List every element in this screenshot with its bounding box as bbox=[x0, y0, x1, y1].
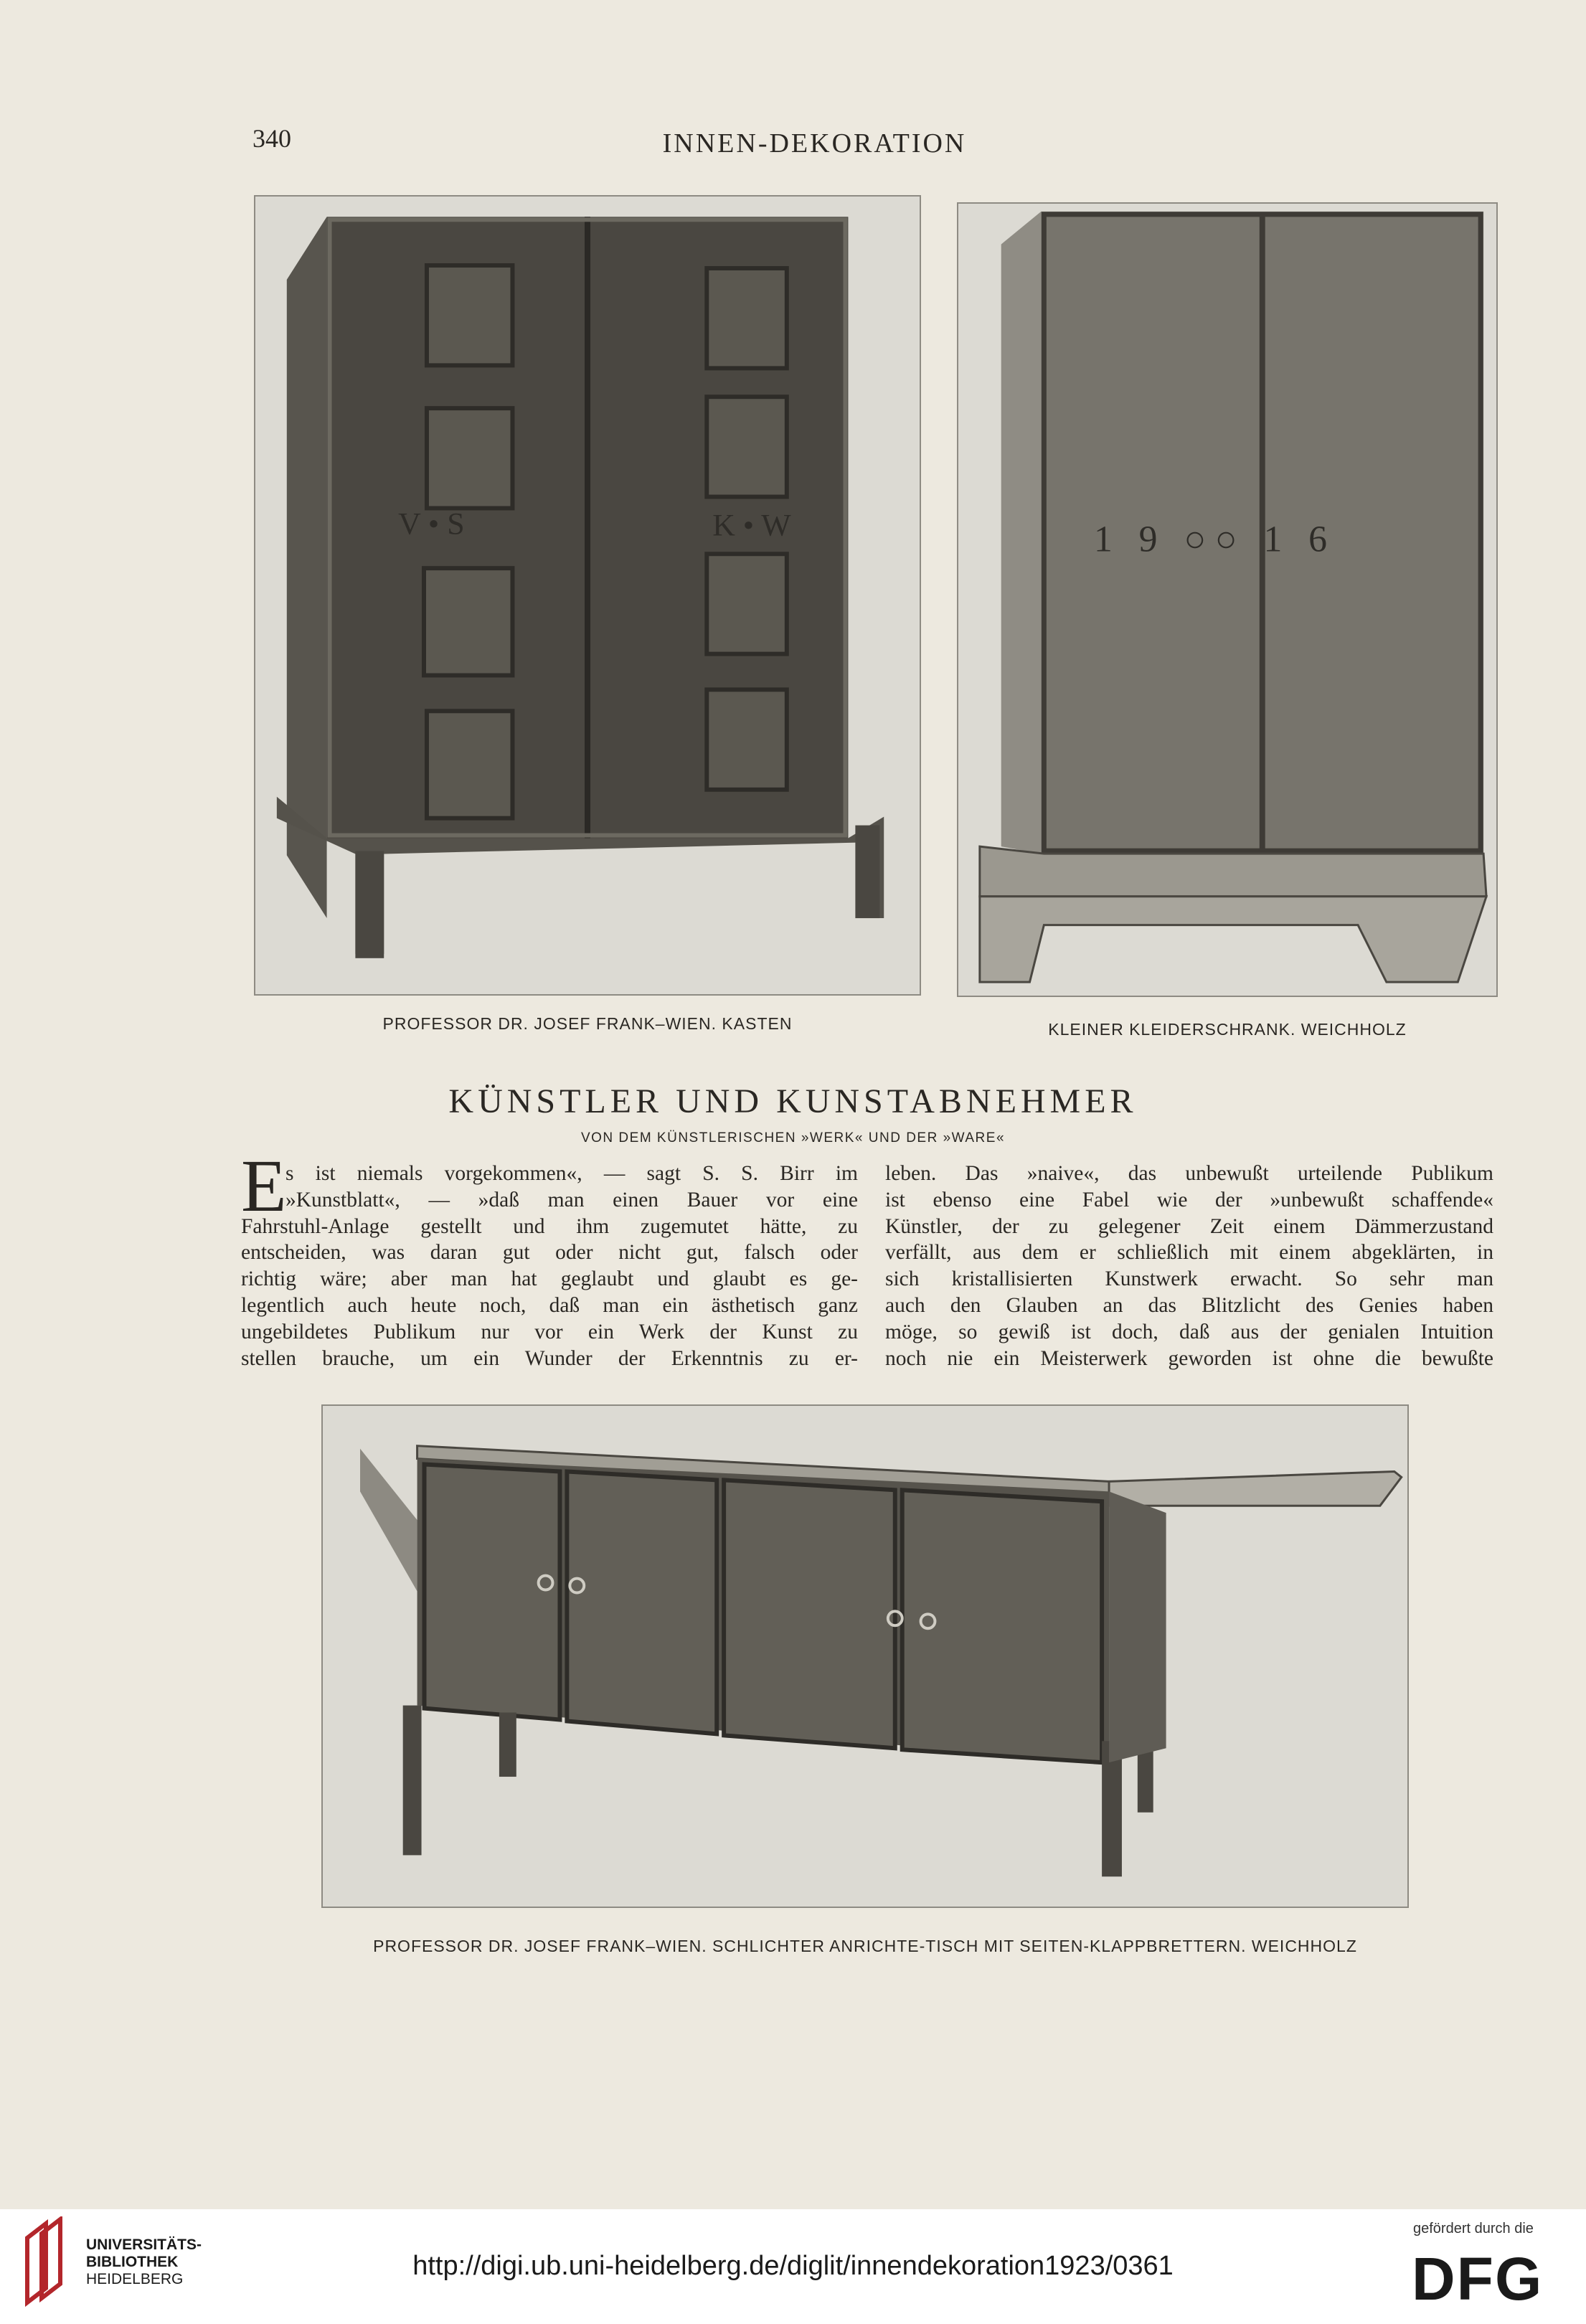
article-subtitle: VON DEM KÜNSTLERISCHEN »WERK« UND DER »WARE« bbox=[580, 1130, 1006, 1146]
text-line: ist ebenso eine Fabel wie der »unbewußt schaffende« bbox=[885, 1188, 1493, 1211]
text-line: möge, so gewiß ist doch, daß aus der genialen Intuition bbox=[885, 1320, 1493, 1343]
page-number: 340 bbox=[252, 124, 291, 153]
text-line: s ist niemals vorgekommen«, — sagt S. S. Birr im bbox=[285, 1162, 858, 1185]
text-line: ungebildetes Publikum nur vor ein Werk der Kunst zu bbox=[241, 1320, 858, 1343]
figure-anrichte-tisch bbox=[321, 1404, 1409, 1908]
text-line: Fahrstuhl-Anlage gestellt und ihm zugemutet hätte, zu bbox=[241, 1214, 858, 1238]
text-line: legentlich auch heute noch, daß man ein ästhetisch ganz bbox=[241, 1293, 858, 1317]
caption-anrichte-tisch: PROFESSOR DR. JOSEF FRANK–WIEN. SCHLICHTER ANRICHTE-TISCH MIT SEITEN-KLAPPBRETTERN. WEICHHOLZ bbox=[373, 1937, 1357, 1955]
inscription-1916: 1 9 ○○ 1 6 bbox=[1093, 519, 1336, 560]
library-name-line: UNIVERSITÄTS- bbox=[86, 2236, 202, 2253]
drop-cap: E bbox=[241, 1145, 287, 1227]
article-title: KÜNSTLER UND KUNSTABNEHMER bbox=[448, 1082, 1138, 1120]
library-name-line: HEIDELBERG bbox=[86, 2271, 184, 2287]
text-column-left bbox=[241, 1161, 858, 1371]
text-line: noch nie ein Meisterwerk geworden ist ohne die bewußte bbox=[885, 1346, 1493, 1370]
figure-kleiderschrank bbox=[957, 202, 1498, 997]
text-column-right bbox=[885, 1161, 1493, 1371]
wardrobe-kasten-illustration bbox=[255, 197, 920, 994]
inscription-vs: V • S bbox=[398, 506, 465, 542]
figure-wardrobe-kasten bbox=[254, 195, 921, 996]
text-line: entscheiden, was daran gut oder nicht gut, falsch oder bbox=[241, 1241, 858, 1265]
caption-kleiderschrank: KLEINER KLEIDERSCHRANK. WEICHHOLZ bbox=[1048, 1020, 1407, 1039]
text-line: auch den Glauben an das Blitzlicht des Genies haben bbox=[885, 1293, 1493, 1317]
running-title: INNEN-DEKORATION bbox=[662, 128, 967, 159]
text-line: richtig wäre; aber man hat geglaubt und glaubt es ge- bbox=[241, 1267, 858, 1291]
text-line: sich kristallisierten Kunstwerk erwacht. So sehr man bbox=[885, 1267, 1493, 1291]
source-url-link[interactable]: http://digi.ub.uni-heidelberg.de/diglit/innendekoration1923/0361 bbox=[412, 2251, 1174, 2281]
kleiderschrank-illustration bbox=[958, 204, 1496, 996]
funded-by-label: gefördert durch die bbox=[1413, 2221, 1534, 2236]
library-name-line: BIBLIOTHEK bbox=[86, 2254, 179, 2270]
text-line: leben. Das »naive«, das unbewußt urteilende Publikum bbox=[885, 1162, 1493, 1185]
text-line: verfällt, aus dem er schließlich mit einem abgeklärten, in bbox=[885, 1241, 1493, 1265]
caption-kasten: PROFESSOR DR. JOSEF FRANK–WIEN. KASTEN bbox=[382, 1014, 793, 1033]
anrichte-tisch-illustration bbox=[323, 1406, 1407, 1907]
inscription-kw: K • W bbox=[712, 508, 791, 543]
text-line: »Kunstblatt«, — »daß man einen Bauer vor eine bbox=[285, 1188, 858, 1211]
text-line: stellen brauche, um ein Wunder der Erkenntnis zu er- bbox=[241, 1346, 858, 1370]
dfg-logo: DFG bbox=[1412, 2245, 1544, 2313]
text-line: Künstler, der zu gelegener Zeit einem Dämmerzustand bbox=[885, 1214, 1493, 1238]
